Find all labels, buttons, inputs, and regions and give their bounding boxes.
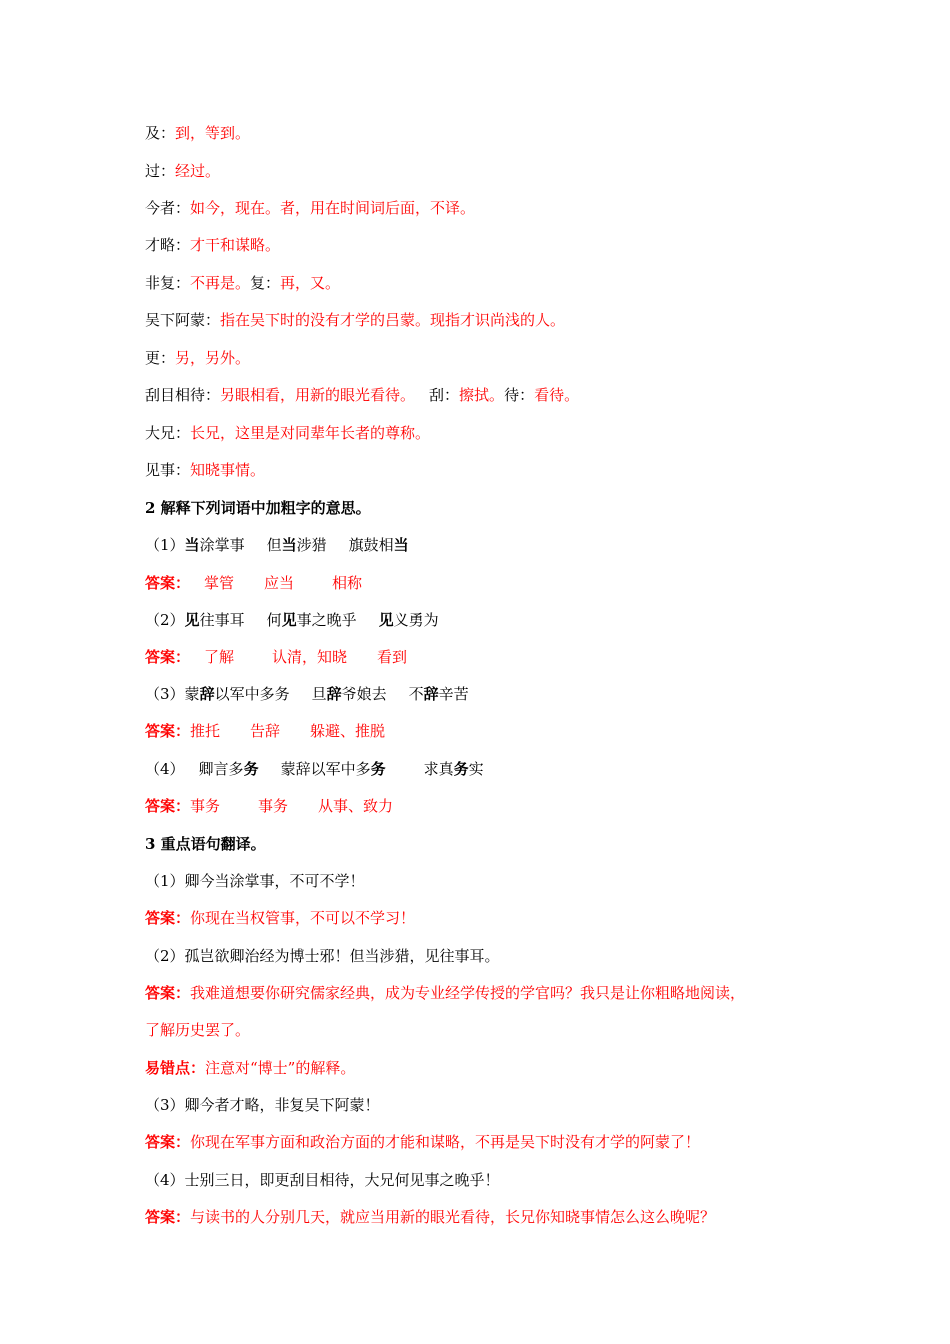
glossary-term: 非复： bbox=[145, 274, 191, 292]
glossary-entry bbox=[145, 384, 579, 406]
glossary-term: 待： bbox=[504, 386, 535, 404]
answer-text: 认清，知晓 bbox=[272, 648, 348, 666]
question-number: （3） bbox=[145, 685, 185, 703]
answer-label: 答案： bbox=[145, 574, 191, 592]
glossary-entry bbox=[145, 272, 340, 294]
question-text: 以军中多务 bbox=[214, 685, 290, 703]
glossary-definition: 经过。 bbox=[175, 162, 221, 180]
answer-line bbox=[145, 1206, 715, 1228]
glossary-definition: 知晓事情。 bbox=[190, 461, 266, 479]
question-text: 辛苦 bbox=[438, 685, 469, 703]
section-heading: 3 重点语句翻译。 bbox=[145, 835, 266, 853]
answer-label: 答案： bbox=[145, 984, 191, 1002]
glossary-term: 刮目相待： bbox=[145, 386, 221, 404]
question-text: 涂掌事 bbox=[199, 536, 245, 554]
bold-word: 务 bbox=[370, 760, 386, 778]
glossary-definition: 擦拭。 bbox=[459, 386, 505, 404]
question-line: （3）卿今者才略，非复吴下阿蒙！ bbox=[145, 1096, 380, 1114]
question-line bbox=[145, 758, 484, 780]
answer-line bbox=[145, 982, 745, 1004]
answer-text: 相称 bbox=[332, 574, 363, 592]
glossary-definition: 另眼相看，用新的眼光看待。 bbox=[220, 386, 416, 404]
answer-text: 你现在军事方面和政治方面的才能和谋略，不再是吴下时没有才学的阿蒙了！ bbox=[190, 1133, 701, 1151]
question-number: （4） bbox=[145, 760, 185, 778]
bold-word: 辞 bbox=[326, 685, 342, 703]
glossary-term: 及： bbox=[145, 124, 176, 142]
bold-word: 当 bbox=[393, 536, 409, 554]
question-line bbox=[145, 534, 409, 556]
answer-line bbox=[145, 1131, 700, 1153]
question-line: （4）士别三日，即更刮目相待，大兄何见事之晚乎！ bbox=[145, 1171, 500, 1189]
question-text: 义勇为 bbox=[393, 611, 439, 629]
question-text: 但 bbox=[266, 536, 282, 554]
answer-line bbox=[145, 795, 393, 817]
answer-text: 掌管 bbox=[204, 574, 235, 592]
glossary-term: 才略： bbox=[145, 236, 191, 254]
glossary-entry bbox=[145, 122, 250, 144]
answer-line bbox=[145, 572, 362, 594]
answer-text: 躲避、推脱 bbox=[310, 722, 386, 740]
question-line bbox=[145, 609, 439, 631]
glossary-definition: 另，另外。 bbox=[175, 349, 251, 367]
glossary-term: 吴下阿蒙： bbox=[145, 311, 221, 329]
question-text: 涉猎 bbox=[296, 536, 327, 554]
question-number: （1） bbox=[145, 536, 185, 554]
answer-line bbox=[145, 720, 385, 742]
bold-word: 当 bbox=[184, 536, 200, 554]
answer-text: 事务 bbox=[258, 797, 289, 815]
glossary-entry bbox=[145, 160, 220, 182]
section-heading: 2 解释下列词语中加粗字的意思。 bbox=[145, 499, 371, 517]
glossary-term: 过： bbox=[145, 162, 176, 180]
glossary-definition: 到，等到。 bbox=[175, 124, 251, 142]
question-text: 往事耳 bbox=[199, 611, 245, 629]
answer-text: 应当 bbox=[264, 574, 295, 592]
answer-line bbox=[145, 907, 415, 929]
glossary-term: 大兄： bbox=[145, 424, 191, 442]
glossary-entry bbox=[145, 422, 430, 444]
glossary-entry bbox=[145, 309, 565, 331]
glossary-definition: 才干和谋略。 bbox=[190, 236, 281, 254]
answer-label: 答案： bbox=[145, 1133, 191, 1151]
answer-text: 事务 bbox=[190, 797, 221, 815]
answer-text: 看到 bbox=[377, 648, 408, 666]
glossary-definition: 如今，现在。者，用在时间词后面，不译。 bbox=[190, 199, 476, 217]
glossary-entry bbox=[145, 197, 475, 219]
answer-label: 答案： bbox=[145, 1208, 191, 1226]
glossary-definition: 不再是。 bbox=[190, 274, 251, 292]
answer-text: 与读书的人分别几天，就应当用新的眼光看待，长兄你知晓事情怎么这么晚呢？ bbox=[190, 1208, 716, 1226]
question-line: （2）孤岂欲卿治经为博士邪！但当涉猎，见往事耳。 bbox=[145, 947, 500, 965]
glossary-term: 更： bbox=[145, 349, 176, 367]
question-text: 求真 bbox=[423, 760, 454, 778]
question-text: 实 bbox=[468, 760, 484, 778]
answer-text: 了解 bbox=[204, 648, 235, 666]
question-line bbox=[145, 683, 469, 705]
answer-text: 推托 bbox=[190, 722, 221, 740]
bold-word: 见 bbox=[184, 611, 200, 629]
answer-text-continued: 了解历史罢了。 bbox=[145, 1021, 251, 1039]
glossary-term: 见事： bbox=[145, 461, 191, 479]
bold-word: 当 bbox=[281, 536, 297, 554]
answer-label: 答案： bbox=[145, 797, 191, 815]
error-note-label: 易错点： bbox=[145, 1059, 206, 1077]
question-text: 旗鼓相 bbox=[348, 536, 394, 554]
question-number: （2） bbox=[145, 611, 185, 629]
answer-text: 我难道想要你研究儒家经典，成为专业经学传授的学官吗？我只是让你粗略地阅读， bbox=[190, 984, 746, 1002]
glossary-entry bbox=[145, 234, 280, 256]
bold-word: 务 bbox=[243, 760, 259, 778]
bold-word: 见 bbox=[281, 611, 297, 629]
answer-text: 你现在当权管事，不可以不学习！ bbox=[190, 909, 416, 927]
answer-text: 告辞 bbox=[250, 722, 281, 740]
answer-label: 答案： bbox=[145, 722, 191, 740]
glossary-term: 今者： bbox=[145, 199, 191, 217]
bold-word: 务 bbox=[453, 760, 469, 778]
question-text: 卿言多 bbox=[198, 760, 244, 778]
glossary-term: 刮： bbox=[429, 386, 460, 404]
question-text: 蒙 bbox=[184, 685, 200, 703]
glossary-definition: 指在吴下时的没有才学的吕蒙。现指才识尚浅的人。 bbox=[220, 311, 566, 329]
question-line: （1）卿今当涂掌事，不可不学！ bbox=[145, 872, 365, 890]
question-text: 旦 bbox=[311, 685, 327, 703]
answer-line bbox=[145, 646, 407, 668]
question-text: 蒙辞以军中多 bbox=[280, 760, 371, 778]
answer-label: 答案： bbox=[145, 909, 191, 927]
glossary-definition: 长兄，这里是对同辈年长者的尊称。 bbox=[190, 424, 431, 442]
question-text: 不 bbox=[408, 685, 424, 703]
bold-word: 辞 bbox=[423, 685, 439, 703]
error-note-line bbox=[145, 1057, 355, 1079]
error-note-text: 注意对“博士”的解释。 bbox=[205, 1059, 356, 1077]
question-text: 事之晚乎 bbox=[296, 611, 357, 629]
question-text: 何 bbox=[266, 611, 282, 629]
answer-text: 从事、致力 bbox=[318, 797, 394, 815]
glossary-definition: 再，又。 bbox=[280, 274, 341, 292]
glossary-entry bbox=[145, 459, 265, 481]
glossary-entry bbox=[145, 347, 250, 369]
bold-word: 见 bbox=[378, 611, 394, 629]
bold-word: 辞 bbox=[199, 685, 215, 703]
glossary-definition: 看待。 bbox=[534, 386, 580, 404]
question-text: 爷娘去 bbox=[341, 685, 387, 703]
glossary-term: 复： bbox=[250, 274, 281, 292]
answer-label: 答案： bbox=[145, 648, 191, 666]
